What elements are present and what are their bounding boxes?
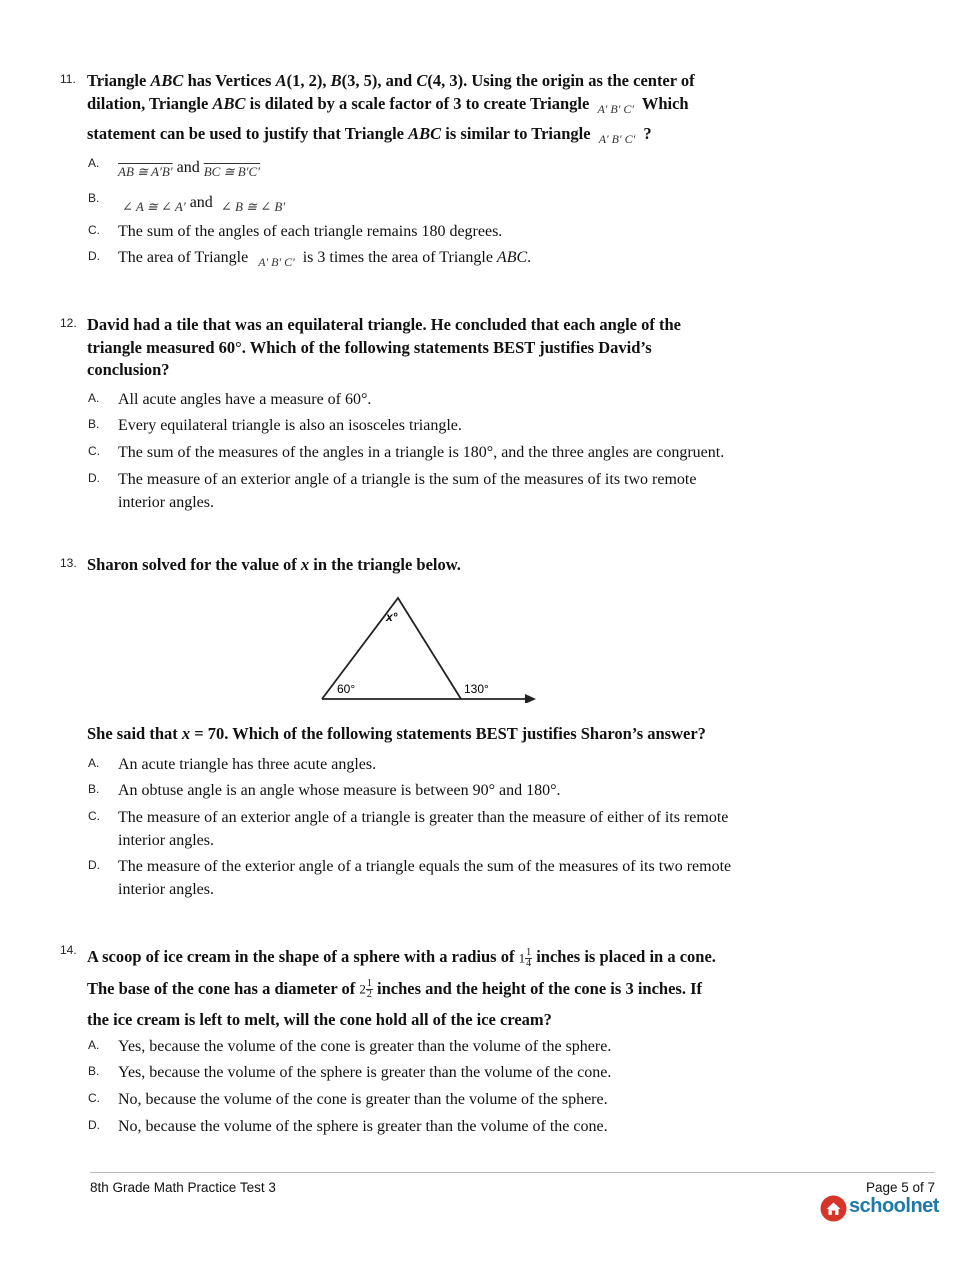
option-letter: C. [88,1091,100,1105]
logo-text: schoolnet [849,1195,939,1217]
page-number: Page 5 of 7 [865,1180,935,1195]
option-letter: C. [88,223,100,237]
q14-line-1: A scoop of ice cream in the shape of a sphere with a radius of 1 $\frac{1}{4}$ inches is placed in a cone. [87,946,716,969]
exterior-angle-label: 130° [464,682,489,696]
option-letter: D. [88,858,100,872]
diameter-mixed-number: 2 $\frac{1}{2}$ [359,978,372,1001]
question-text: Sharon solved for the value of x in the triangle below. [87,555,461,574]
option-text: Yes, because the volume of the sphere is greater than the volume of the cone. [118,1064,612,1081]
triangle-prime-label: A′ B′ C′ [597,101,634,116]
option-text: All acute angles have a measure of 60°. [118,391,372,408]
question-text: David had a tile that was an equilateral triangle. He concluded that each angle of the triangle measured 60°. Which of the following statements BEST justifies David’s conclusion? [87,315,681,379]
option-text: The measure of an exterior angle of a triangle is the sum of the measures of its two remote interior angles. [118,471,697,511]
question-number: 13. [60,556,77,570]
q14-line-2: The base of the cone has a diameter of 2 $\frac{1}{2}$ inches and the height of the cone is 3 inches. If [87,978,702,1001]
option-letter: A. [88,756,100,770]
option-letter: D. [88,249,100,263]
question-text [87,70,787,151]
option-letter: A. [88,391,100,405]
option-letter: D. [88,1118,100,1132]
question-number: 12. [60,316,77,330]
footer-title: 8th Grade Math Practice Test 3 [90,1180,276,1195]
apex-angle-label: x° [386,610,398,624]
option-text: Every equilateral triangle is also an isosceles triangle. [118,417,462,434]
triangle-figure [318,593,542,703]
option-text: The measure of the exterior angle of a triangle equals the sum of the measures of its two remote interior angles. [118,858,732,898]
option-text: An obtuse angle is an angle whose measure is between 90° and 180°. [118,782,561,799]
option-text: The sum of the angles of each triangle remains 180 degrees. [118,223,503,240]
option-letter: C. [88,444,100,458]
option-text: The measure of an exterior angle of a triangle is greater than the measure of either of its remote interior angles. [118,809,729,849]
option-letter: B. [88,191,100,205]
question-number: 14. [60,943,77,957]
arrowhead-icon [525,694,536,703]
footer-divider [90,1172,935,1173]
option-letter: D. [88,471,100,485]
radius-mixed-number: 1 $\frac{1}{4}$ [518,946,532,969]
option-text: The sum of the measures of the angles in a triangle is 180°, and the three angles are congruent. [118,444,725,461]
option-letter: B. [88,417,100,431]
question-number: 11. [60,72,76,86]
house-icon [820,1195,847,1222]
option-text: No, because the volume of the cone is greater than the volume of the sphere. [118,1091,608,1108]
question-text: She said that x = 70. Which of the following statements BEST justifies Sharon’s answer? [87,724,706,743]
q11-line-3: statement can be used to justify that Triangle ABC is similar to Triangle A′ B′ C′ ? [87,123,787,151]
option-letter: A. [88,1038,100,1052]
q14-line-3: the ice cream is left to melt, will the cone hold all of the ice cream? [87,1010,552,1029]
option-text: AB ≅ A′B′ and BC ≅ B′C′ [118,159,261,179]
option-letter: A. [88,156,100,170]
option-text: The area of Triangle A′ B′ C′ is 3 times the area of Triangle ABC. [118,249,532,269]
triangle-prime-label: A′ B′ C′ [598,132,636,146]
q11-line-2: dilation, Triangle ABC is dilated by a scale factor of 3 to create Triangle A′ B′ C′ Which [87,93,787,121]
option-text: Yes, because the volume of the cone is greater than the volume of the sphere. [118,1038,612,1055]
schoolnet-logo [820,1194,940,1224]
option-letter: B. [88,1064,100,1078]
option-text: ∠ A ≅ ∠ A′ and ∠ B ≅ ∠ B′ [122,194,286,214]
q11-line-1: Triangle ABC has Vertices A(1, 2), B(3, 5), and C(4, 3). Using the origin as the center of [87,71,695,90]
left-angle-label: 60° [337,682,356,696]
question-text [87,941,787,1036]
option-letter: C. [88,809,100,823]
option-letter: B. [88,782,100,796]
option-text: No, because the volume of the sphere is greater than the volume of the cone. [118,1118,608,1135]
option-text: An acute triangle has three acute angles. [118,756,377,773]
